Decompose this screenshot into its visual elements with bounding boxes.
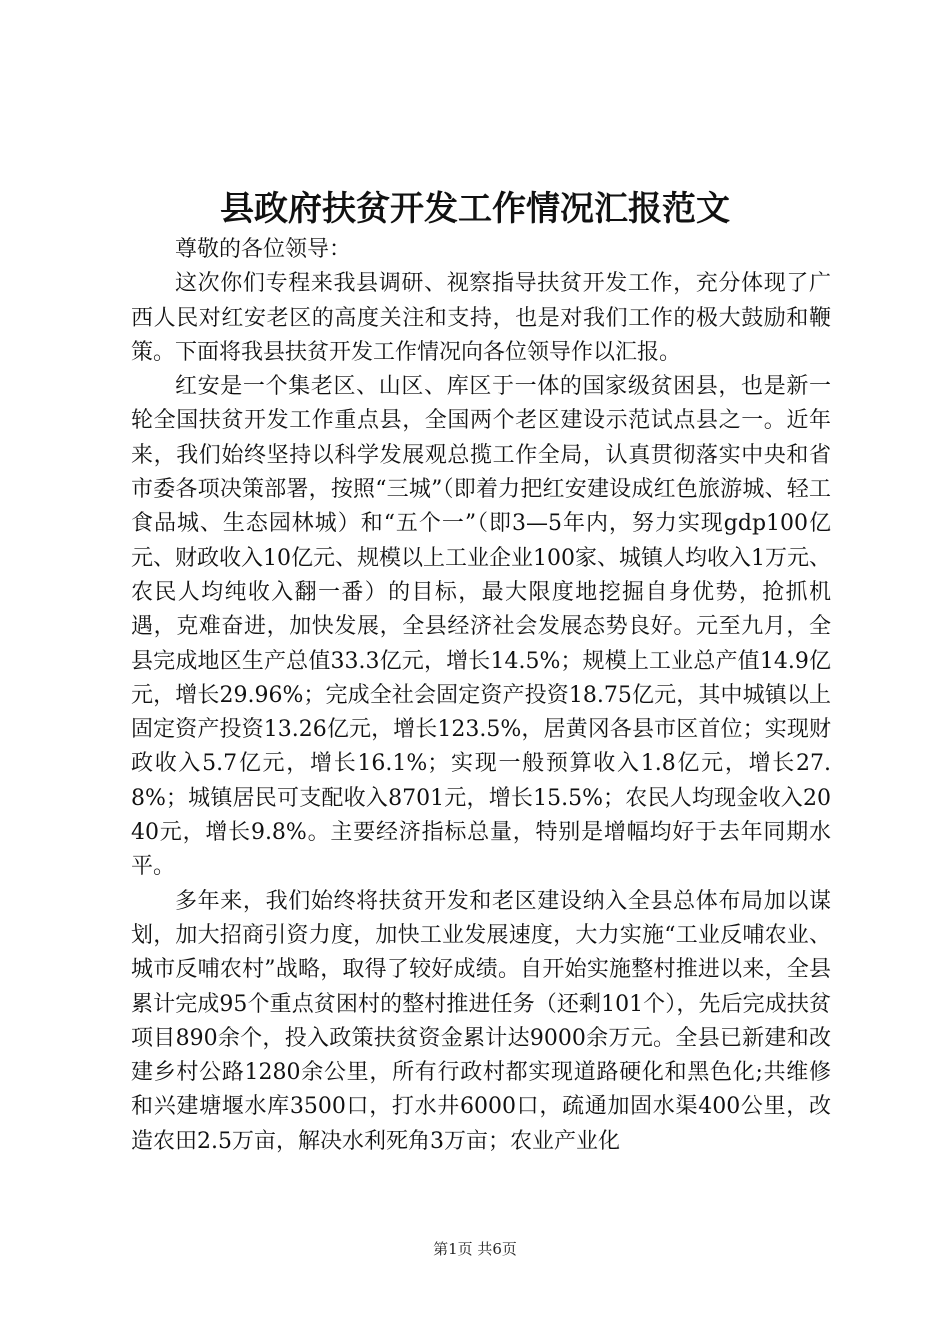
page-number-footer: 第1页 共6页 bbox=[433, 1240, 517, 1258]
document-body bbox=[131, 233, 831, 1159]
document-title: 县政府扶贫开发工作情况汇报范文 bbox=[220, 189, 730, 229]
salutation-paragraph: 尊敬的各位领导： bbox=[175, 237, 352, 262]
body-paragraph: 多年来，我们始终将扶贫开发和老区建设纳入全县总体布局加以谋划，加大招商引资力度，加快工业发展速度，大力实施“工业反哺农业、城市反哺农村”战略，取得了较好成绩。自开始实施整村推进以来，全县累计完成95个重点贫困村的整村推进任务（还剩101个），先后完成扶贫项目890余个，投入政策扶贫资金累计达9000余万元。全县已新建和改建乡村公路1280余公里，所有行政村都实现道路硬化和黑色化;共维修和兴建塘堰水库3500口，打水井6000口，疏通加固水渠400公里，改造农田2.5万亩，解决水利死角3万亩；农业产业化 bbox=[131, 888, 831, 1154]
body-paragraph: 红安是一个集老区、山区、库区于一体的国家级贫困县，也是新一轮全国扶贫开发工作重点县，全国两个老区建设示范试点县之一。近年来，我们始终坚持以科学发展观总揽工作全局，认真贯彻落实中央和省市委各项决策部署，按照“三城”（即着力把红安建设成红色旅游城、轻工食品城、生态园林城）和“五个一”（即3—5年内，努力实现gdp100亿元、财政收入10亿元、规模以上工业企业100家、城镇人均收入1万元、农民人均纯收入翻一番）的目标，最大限度地挖掘自身优势，抢抓机遇，克难奋进，加快发展，全县经济社会发展态势良好。元至九月，全县完成地区生产总值33.3亿元，增长14.5%；规模上工业总产值14.9亿元，增长29.96%；完成全社会固定资产投资18.75亿元，其中城镇以上固定资产投资13.26亿元，增长123.5%，居黄冈各县市区首位；实现财政收入5.7亿元，增长16.1%；实现一般预算收入1.8亿元，增长27.8%；城镇居民可支配收入8701元，增长15.5%；农民人均现金收入2040元，增长9.8%。主要经济指标总量，特别是增幅均好于去年同期水平。 bbox=[131, 374, 831, 880]
body-paragraph: 这次你们专程来我县调研、视察指导扶贫开发工作，充分体现了广西人民对红安老区的高度关注和支持，也是对我们工作的极大鼓励和鞭策。下面将我县扶贫开发工作情况向各位领导作以汇报。 bbox=[131, 271, 831, 365]
